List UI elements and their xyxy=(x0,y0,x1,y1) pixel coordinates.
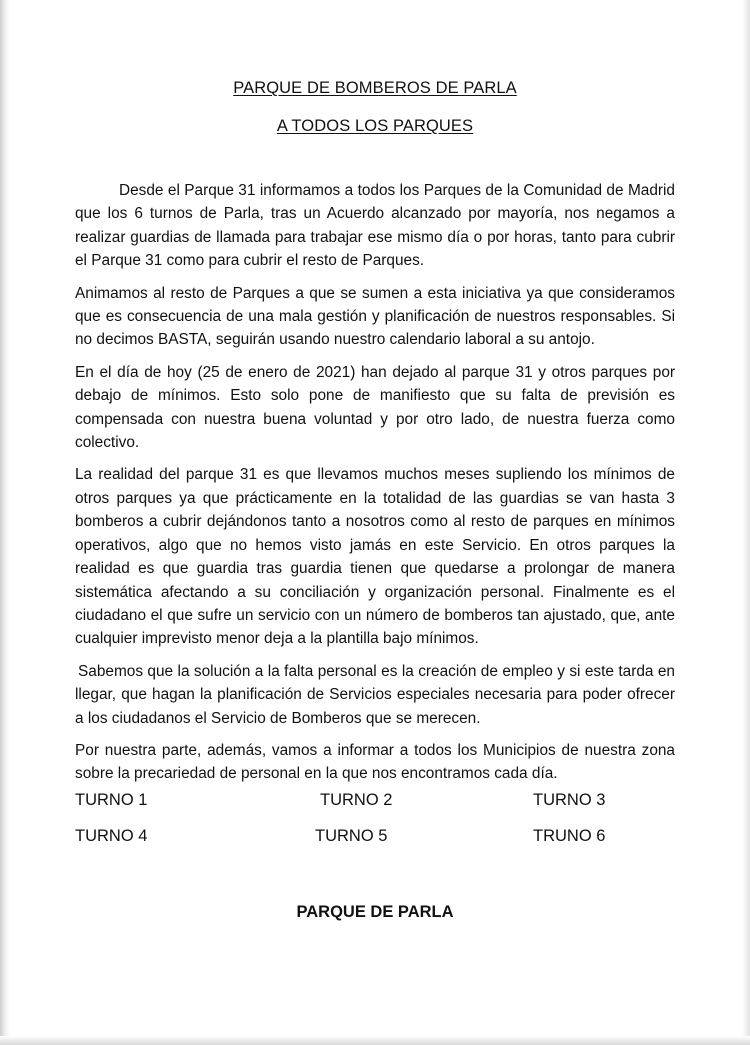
page-shadow-bottom xyxy=(0,1036,750,1045)
page-shadow-left xyxy=(0,0,10,1045)
paragraph: Sabemos que la solución a la falta personal es la creación de empleo y si este tarda en llegar, que hagan la planificación de Servicios especiales necesaria para poder ofrecer a los ciudadanos el Servicio de Bomberos que se merecen. xyxy=(75,662,675,727)
turnos-row xyxy=(75,791,675,827)
paragraph: Desde el Parque 31 informamos a todos los Parques de la Comunidad de Madrid que los 6 turnos de Parla, tras un Acuerdo alcanzado por mayoría, nos negamos a realizar guardias de llamada para trabajar ese mismo día o por horas, tanto para cubrir el Parque 31 como para cubrir el resto de Parques. xyxy=(75,182,675,270)
turno-label: TURNO 1 xyxy=(75,791,148,809)
document-subtitle: A TODOS LOS PARQUES xyxy=(276,117,474,135)
turnos-row xyxy=(75,827,675,863)
turno-label: TURNO 3 xyxy=(533,791,606,809)
turno-label: TURNO 5 xyxy=(315,827,388,845)
turno-label: TURNO 2 xyxy=(320,791,393,809)
page-shadow-right xyxy=(742,0,750,1045)
signature: PARQUE DE PARLA xyxy=(296,903,454,921)
document-body xyxy=(75,179,675,795)
paragraph: Animamos al resto de Parques a que se sumen a esta iniciativa ya que consideramos que es consecuencia de una mala gestión y planificación de nuestros responsables. Si no decimos BASTA, seguirán usando nuestro calendario laboral a su antojo. xyxy=(75,284,675,349)
turnos-list xyxy=(75,791,675,863)
paragraph: En el día de hoy (25 de enero de 2021) han dejado al parque 31 y otros parques por debajo de mínimos. Esto solo pone de manifiesto que su falta de previsión es compensada con nuestra buena voluntad y por otro lado, de nuestra fuerza como colectivo. xyxy=(75,363,675,452)
document-title: PARQUE DE BOMBEROS DE PARLA xyxy=(233,79,517,97)
turno-label: TRUNO 6 xyxy=(533,827,606,845)
paragraph: Por nuestra parte, además, vamos a informar a todos los Municipios de nuestra zona sobre la precariedad de personal en la que nos encontramos cada día. xyxy=(75,741,675,783)
paragraph: La realidad del parque 31 es que llevamos muchos meses supliendo los mínimos de otros parques ya que prácticamente en la totalidad de las guardias se van hasta 3 bomberos a cubrir dejándonos tanto a nosotros como al resto de parques en mínimos operativos, algo que no hemos visto jamás en este Servicio. En otros parques la realidad es que guardia tras guardia tienen que quedarse a prolongar de manera sistemática afectando a su conciliación y organización personal. Finalmente es el ciudadano el que sufre un servicio con un número de bomberos tan ajustado, que, ante cualquier imprevisto menor deja a la plantilla bajo mínimos. xyxy=(75,466,675,648)
turno-label: TURNO 4 xyxy=(75,827,148,845)
